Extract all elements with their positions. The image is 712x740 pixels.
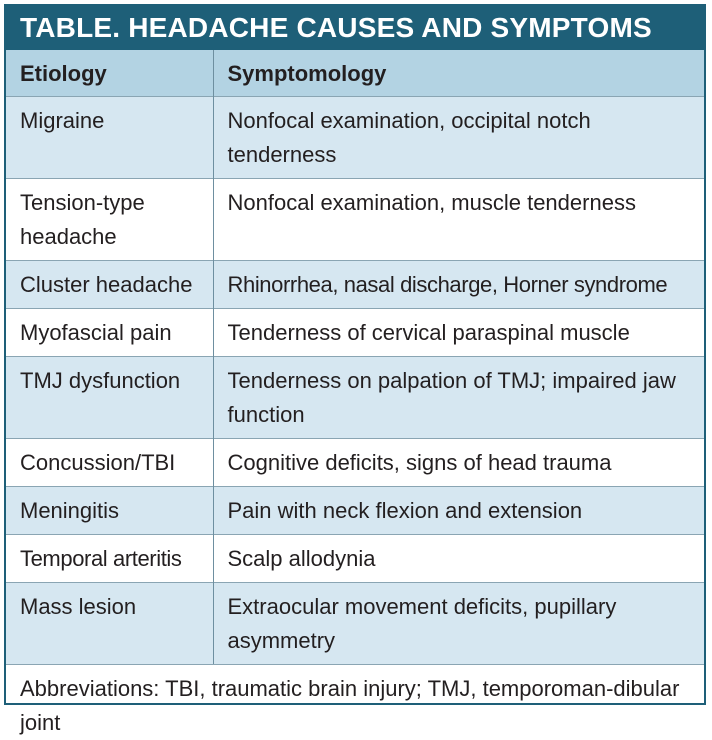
symptomology-cell: Tenderness of cervical paraspinal muscle [213,309,704,357]
symptomology-cell: Rhinorrhea, nasal discharge, Horner syndrome [213,261,704,309]
table-row [6,179,704,261]
table-row [6,487,704,535]
etiology-cell: Concussion/TBI [6,439,213,487]
table-row [6,439,704,487]
symptomology-cell: Extraocular movement deficits, pupillary asymmetry [213,583,704,665]
abbreviations-footnote: Abbreviations: TBI, traumatic brain injury; TMJ, temporoman-dibular joint [6,664,704,740]
table-row [6,97,704,179]
table-row [6,261,704,309]
etiology-cell: TMJ dysfunction [6,357,213,439]
etiology-cell: Tension-type headache [6,179,213,261]
etiology-cell: Migraine [6,97,213,179]
etiology-cell: Mass lesion [6,583,213,665]
etiology-cell: Cluster headache [6,261,213,309]
symptomology-cell: Nonfocal examination, muscle tenderness [213,179,704,261]
column-header-etiology: Etiology [6,50,213,97]
table-title: TABLE. HEADACHE CAUSES AND SYMPTOMS [6,6,704,50]
symptomology-cell: Nonfocal examination, occipital notch tenderness [213,97,704,179]
etiology-cell: Myofascial pain [6,309,213,357]
etiology-cell: Meningitis [6,487,213,535]
symptomology-cell: Tenderness on palpation of TMJ; impaired jaw function [213,357,704,439]
table-row [6,357,704,439]
symptomology-cell: Pain with neck flexion and extension [213,487,704,535]
column-header-symptomology: Symptomology [213,50,704,97]
etiology-cell: Temporal arteritis [6,535,213,583]
table-row [6,309,704,357]
column-header-row [6,50,704,97]
headache-table-figure [4,4,706,735]
symptomology-cell: Cognitive deficits, signs of head trauma [213,439,704,487]
headache-table [6,50,704,664]
symptomology-cell: Scalp allodynia [213,535,704,583]
table-row [6,535,704,583]
table-row [6,583,704,665]
